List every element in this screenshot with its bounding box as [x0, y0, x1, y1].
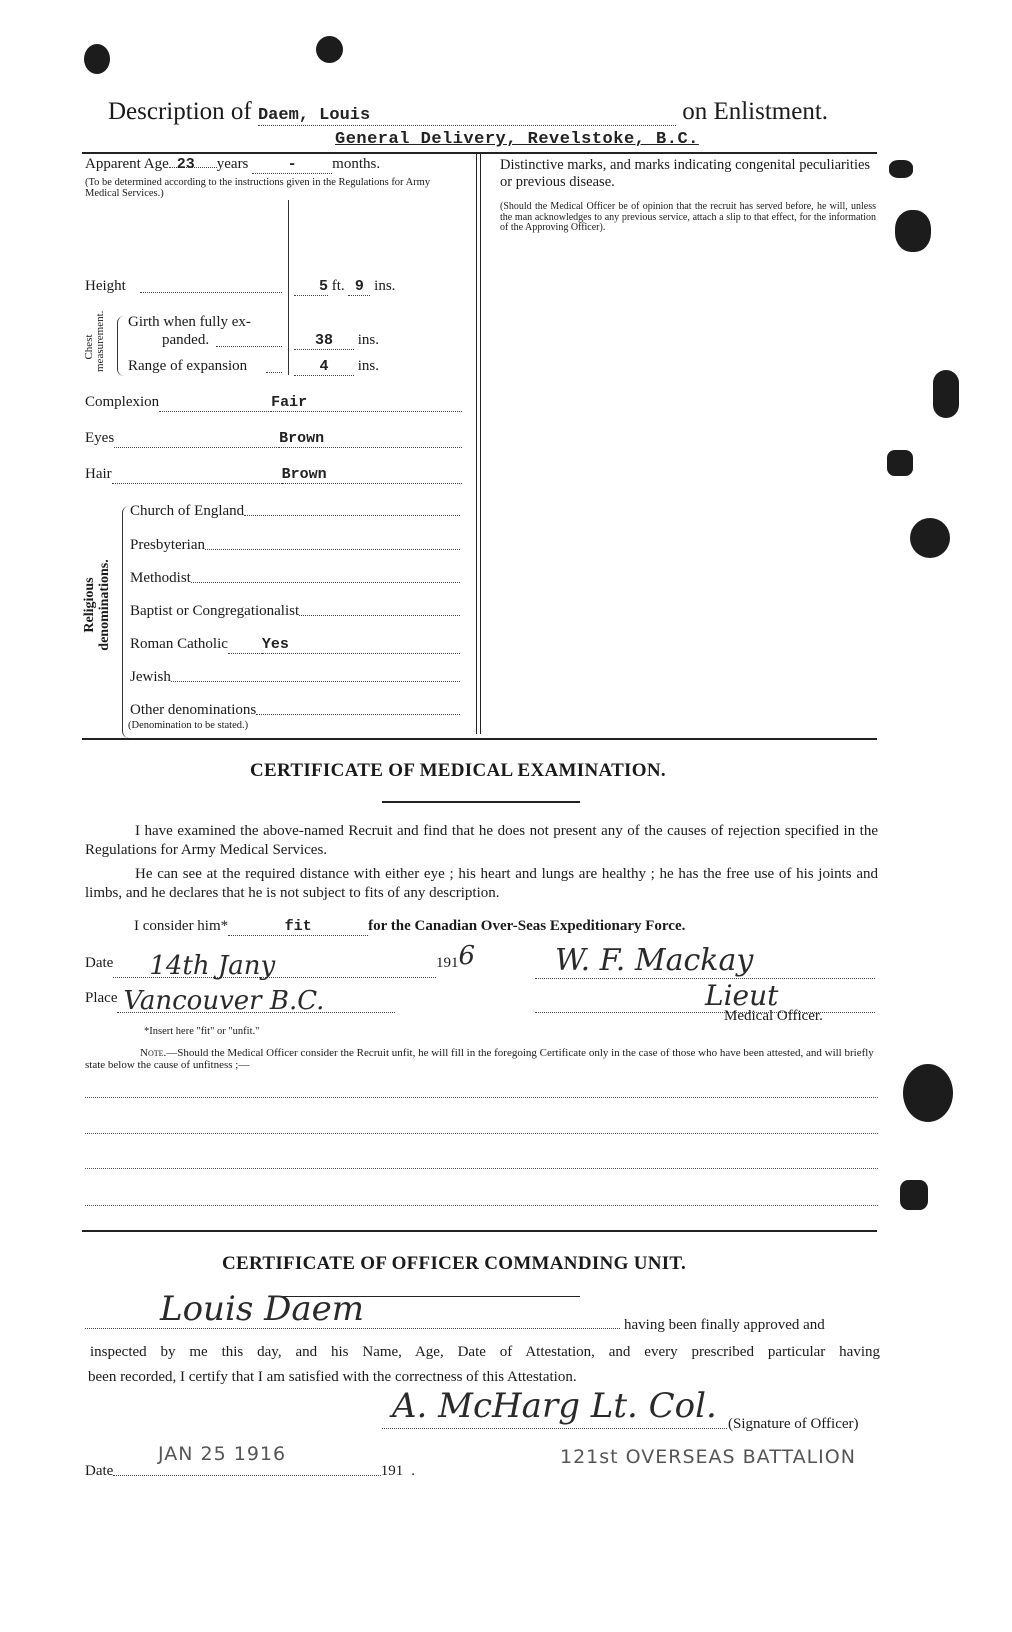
- girth-label: Girth when fully ex-: [128, 314, 251, 330]
- approval-text-1: having been finally approved and: [624, 1317, 825, 1333]
- girth-unit: ins.: [357, 332, 380, 348]
- religion-item-roman-catholic: [130, 636, 460, 658]
- religion-item-methodist: [130, 570, 460, 587]
- signature-of-officer-label: (Signature of Officer): [728, 1416, 859, 1432]
- religion-brace: [122, 506, 129, 738]
- exam-date-row: [85, 941, 475, 982]
- religion-value: [191, 570, 460, 583]
- punch-hole-right: [910, 518, 950, 558]
- punch-hole-top: [316, 36, 343, 63]
- religion-label: Roman Catholic: [130, 636, 228, 652]
- medical-officer-rank: Lieut: [535, 980, 875, 1013]
- religion-item-jewish: [130, 669, 460, 686]
- unfitness-line-4[interactable]: [85, 1205, 878, 1206]
- religion-label: Presbyterian: [130, 537, 205, 553]
- range-value: 4: [319, 358, 329, 375]
- commanding-officer-signature: A. McHarg Lt. Col.: [382, 1384, 727, 1429]
- note-label: Note.: [140, 1047, 167, 1059]
- religion-value: Yes: [262, 636, 460, 654]
- girth-label-2: panded.: [162, 332, 210, 348]
- ink-blot: [895, 210, 931, 252]
- year-prefix: 191: [435, 955, 459, 971]
- unfitness-line-3[interactable]: [85, 1168, 878, 1169]
- medical-officer-signature: W. F. Mackay: [535, 944, 875, 979]
- age-months-value: -: [252, 156, 332, 174]
- punch-hole-right: [903, 1064, 953, 1122]
- complexion-value: Fair: [271, 394, 462, 412]
- religion-label: Baptist or Congregationalist: [130, 603, 300, 619]
- religion-value: [256, 702, 460, 715]
- medical-officer-title: Medical Officer.: [724, 1008, 823, 1024]
- hair-label: Hair: [85, 466, 112, 482]
- other-denomination-note: (Denomination to be stated.): [128, 720, 249, 731]
- approval-text-2: inspected by me this day, and his Name, Age, Date of Attestation, and every prescribed particular having: [90, 1344, 880, 1360]
- consider-suffix: for the Canadian Over-Seas Expeditionary Force.: [368, 918, 686, 934]
- religion-item-presbyterian: [130, 537, 460, 554]
- co-date-label: Date: [85, 1463, 114, 1479]
- months-label: months.: [332, 156, 381, 172]
- medical-certificate-heading: CERTIFICATE OF MEDICAL EXAMINATION.: [250, 760, 666, 781]
- fitness-row: [134, 918, 685, 936]
- ink-blot: [900, 1180, 928, 1210]
- eyes-label: Eyes: [85, 430, 115, 446]
- commanding-certificate-heading: CERTIFICATE OF OFFICER COMMANDING UNIT.: [222, 1253, 687, 1274]
- punch-hole-right: [933, 370, 959, 418]
- leader-dots: [266, 372, 282, 373]
- exam-place-value: Vancouver B.C.: [117, 990, 395, 1013]
- exam-date-label: Date: [85, 955, 114, 971]
- height-value: [294, 278, 395, 296]
- religion-value: [171, 669, 460, 682]
- religion-label: Methodist: [130, 570, 191, 586]
- unfitness-line-2[interactable]: [85, 1133, 878, 1134]
- distinctive-marks-note: (Should the Medical Officer be of opinion that the recruit has served before, he will, unless the man acknowledges to any previous service, attach a slip to that effect, for the information of the Approving Officer).: [500, 201, 876, 233]
- age-years-value: 23: [176, 156, 195, 173]
- co-date-row: Date 191 .: [85, 1463, 415, 1479]
- co-year-prefix: 191: [380, 1463, 404, 1479]
- punch-hole-left: [84, 44, 110, 74]
- title-suffix: on Enlistment.: [682, 98, 829, 125]
- religion-item-baptist: [130, 603, 460, 620]
- girth-value: 38: [314, 332, 333, 349]
- consider-prefix: I consider him*: [134, 918, 229, 934]
- inches-unit: ins.: [374, 278, 396, 294]
- year-suffix: 6: [458, 941, 475, 971]
- recruit-address: General Delivery, Revelstoke, B.C.: [335, 130, 699, 149]
- religion-label: Jewish: [130, 669, 171, 685]
- years-label: years: [216, 156, 249, 172]
- religion-item-other: [130, 702, 460, 719]
- religion-item-church-of-england: [130, 503, 460, 520]
- religion-label-1: Religious: [82, 577, 97, 633]
- religion-value: [299, 603, 460, 616]
- leader-dots: [140, 292, 282, 293]
- exam-date-value: 14th Jany: [113, 955, 436, 978]
- height-label: Height: [85, 278, 126, 294]
- document-title: [108, 98, 828, 126]
- complexion-label: Complexion: [85, 394, 160, 410]
- chest-label-text: Chest measurement.: [83, 310, 106, 372]
- hair-row: [85, 466, 462, 488]
- exam-place-label: Place: [85, 990, 118, 1006]
- unit-stamp: 121st OVERSEAS BATTALION: [560, 1446, 856, 1468]
- exam-place-row: [85, 986, 475, 1017]
- leader-dots: [216, 346, 282, 347]
- fitness-value: fit: [228, 918, 368, 936]
- unfitness-line-1[interactable]: [85, 1097, 878, 1098]
- height-inches: 9: [354, 278, 364, 295]
- title-prefix: Description of: [108, 98, 252, 125]
- divider: [382, 801, 580, 803]
- eyes-row: [85, 430, 462, 452]
- divider: [82, 738, 877, 740]
- height-feet: 5: [318, 278, 328, 295]
- religion-group-label: [82, 550, 112, 660]
- column-divider: [476, 154, 481, 734]
- value-column-divider: [288, 200, 289, 375]
- range-label: Range of expansion: [128, 358, 248, 374]
- medical-paragraph-1: I have examined the above-named Recruit and find that he does not present any of the causes of rejection specified in the Regulations for Army Medical Services.: [85, 823, 878, 858]
- age-note: (To be determined according to the instructions given in the Regulations for Army Medical Services.): [85, 177, 431, 199]
- age-label: Apparent Age: [85, 156, 169, 172]
- medical-paragraph-2: He can see at the required distance with either eye ; his heart and lungs are healthy ; he has the free use of his joints and limbs, and he declares that he is not subject to fits of any description.: [85, 866, 878, 901]
- unfitness-note: [85, 1047, 878, 1071]
- religion-value: [205, 537, 460, 550]
- range-unit: ins.: [357, 358, 380, 374]
- recruit-name: Daem, Louis: [258, 106, 676, 126]
- chest-brace: [117, 316, 124, 376]
- divider: [82, 1230, 877, 1232]
- hair-value: Brown: [282, 466, 462, 484]
- ink-blot: [887, 450, 913, 476]
- eyes-value: Brown: [279, 430, 462, 448]
- ink-blot: [889, 160, 913, 178]
- chest-group-label: [83, 310, 106, 372]
- date-stamp: JAN 25 1916: [158, 1443, 287, 1465]
- religion-value: [244, 503, 460, 516]
- feet-unit: ft.: [331, 278, 345, 294]
- recruit-signature: Louis Daem: [85, 1290, 620, 1329]
- complexion-row: [85, 394, 462, 416]
- religion-label: Church of England: [130, 503, 245, 519]
- fit-footnote: *Insert here "fit" or "unfit.": [144, 1026, 260, 1037]
- age-row: [85, 156, 380, 174]
- distinctive-marks-heading: Distinctive marks, and marks indicating congenital peculiarities or previous disease.: [500, 157, 871, 190]
- girth-value-row: [294, 332, 379, 350]
- approval-text-3: been recorded, I certify that I am satisfied with the correctness of this Attestation.: [88, 1369, 577, 1385]
- note-text: —Should the Medical Officer consider the Recruit unfit, he will fill in the foregoing Certificate only in the case of those who have been attested, and will briefly state below the cause of unfitness ;—: [85, 1047, 874, 1071]
- religion-label-2: denominations.: [97, 559, 112, 651]
- religion-label: Other denominations: [130, 702, 257, 718]
- range-value-row: [294, 358, 379, 376]
